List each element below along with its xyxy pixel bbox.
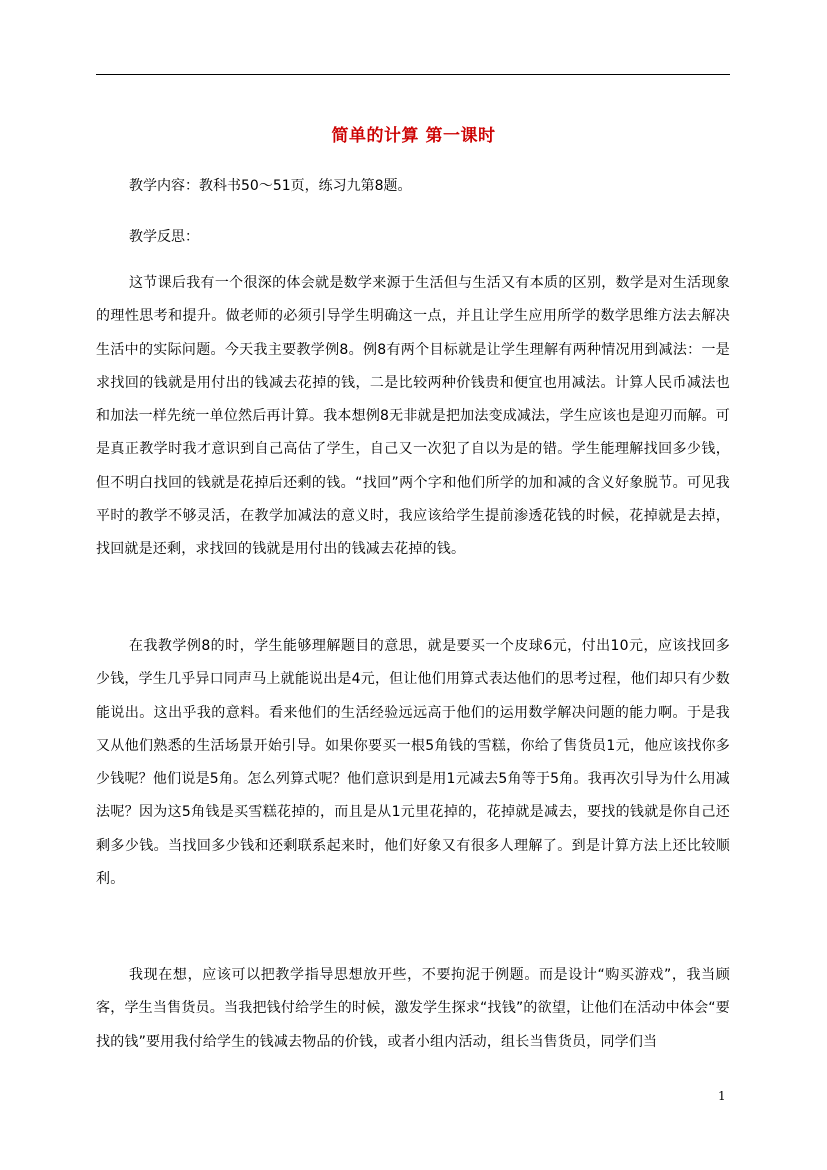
body-paragraph-2: 在我教学例8的时，学生能够理解题目的意思，就是要买一个皮球6元，付出10元，应该找回多少钱，学生几乎异口同声马上就能说出是4元，但让他们用算式表达他们的思考过程，他们却只有少数能说出。这出乎我的意料。看来他们的生活经验远远高于他们的运用数学解决问题的能力啊。于是我又从他们熟悉的生活场景开始引导。如果你要买一根5角钱的雪糕，你给了售货员1元，他应该找你多少钱呢？他们说是5角。怎么列算式呢？他们意识到是用1元减去5角等于5角。我再次引导为什么用减法呢？因为这5角钱是买雪糕花掉的，而且是从1元里花掉的，花掉就是减去，要找的钱就是你自己还剩多少钱。当找回多少钱和还剩联系起来时，他们好象又有很多人理解了。到是计算方法上还比较顺利。 (96, 638, 730, 888)
reflection-heading: 教学反思： (129, 229, 199, 245)
header-rule (96, 74, 730, 75)
body-paragraph-3: 我现在想，应该可以把教学指导思想放开些，不要拘泥于例题。而是设计“购买游戏”，我当顾客，学生当售货员。当我把钱付给学生的时候，激发学生探求“找钱”的欲望，让他们在活动中体会“要找的钱”要用我付给学生的钱减去物品的价钱，或者小组内活动，组长当售货员，同学们当 (96, 967, 730, 1050)
page-number: 1 (718, 1089, 726, 1103)
teaching-content-line: 教学内容：教科书50～51页，练习九第8题。 (129, 178, 412, 194)
document-title: 简单的计算 第一课时 (331, 126, 496, 146)
body-paragraph-1: 这节课后我有一个很深的体会就是数学来源于生活但与生活又有本质的区别，数学是对生活现象的理性思考和提升。做老师的必须引导学生明确这一点，并且让学生应用所学的数学思维方法去解决生活中的实际问题。今天我主要教学例8。例8有两个目标就是让学生理解有两种情况用到减法：一是求找回的钱就是用付出的钱减去花掉的钱，二是比较两种价钱贵和便宜也用减法。计算人民币减法也和加法一样先统一单位然后再计算。我本想例8无非就是把加法变成减法，学生应该也是迎刃而解。可是真正教学时我才意识到自己高估了学生，自己又一次犯了自以为是的错。学生能理解找回多少钱，但不明白找回的钱就是花掉后还剩的钱。“找回”两个字和他们所学的加和减的含义好象脱节。可见我平时的教学不够灵活，在教学加减法的意义时，我应该给学生提前渗透花钱的时候，花掉就是去掉，找回就是还剩，求找回的钱就是用付出的钱减去花掉的钱。 (96, 275, 730, 558)
